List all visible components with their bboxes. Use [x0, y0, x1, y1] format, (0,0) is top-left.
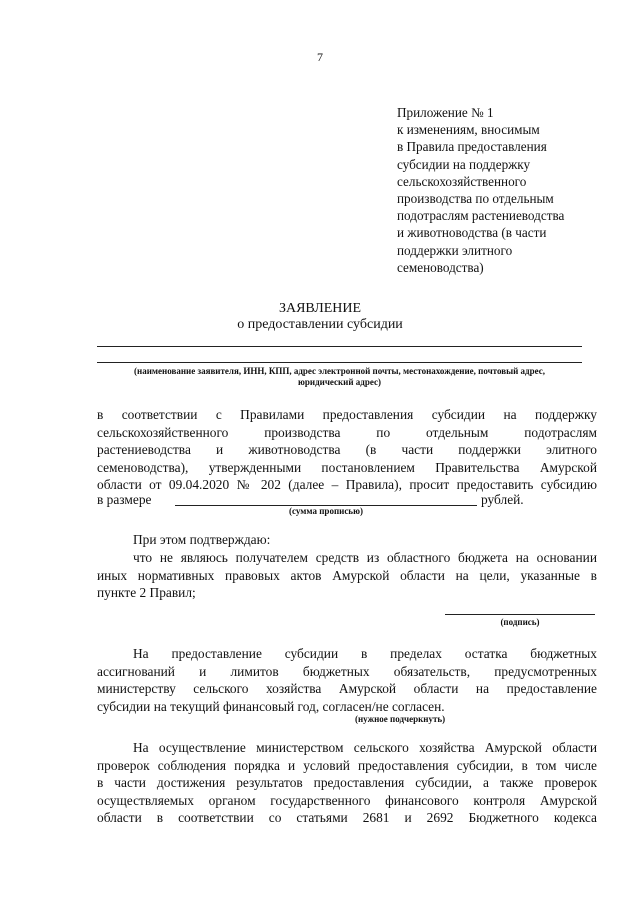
consent-paragraph: [97, 645, 597, 715]
appendix-line: Приложение № 1: [397, 105, 494, 120]
appendix-line: подотраслям растениеводства: [397, 208, 565, 224]
document-subtitle: о предоставлении субсидии: [237, 317, 403, 332]
paragraph-line: в соответствии с Правилами предоставления субсидии на поддержку: [97, 407, 597, 422]
applicant-caption: [97, 366, 582, 388]
applicant-line-2: [97, 362, 582, 363]
paragraph-line: области в соответствии со статьями 2681 и 2692 Бюджетного кодекса: [97, 810, 597, 826]
amount-prefix: в размере: [97, 492, 152, 507]
applicant-line-1: [97, 346, 582, 347]
paragraph-line: области от 09.04.2020 № 202 (далее – Правила), просит предоставить субсидию: [97, 477, 597, 493]
appendix-line: к изменениям, вносимым: [397, 122, 540, 138]
paragraph-line: семеноводства), утвержденными постановлением Правительства Амурской: [97, 459, 597, 475]
paragraph-line: иных нормативных правовых актов Амурской области на цели, указанные в: [97, 567, 597, 583]
document-title: ЗАЯВЛЕНИЕ: [278, 301, 362, 316]
applicant-caption-line: юридический адрес): [298, 377, 381, 387]
underline-caption: (нужное подчеркнуть): [355, 714, 446, 724]
paragraph-line: растениеводства и животноводства (в части поддержки элитного: [97, 442, 597, 458]
appendix-line: производства по отдельным: [397, 191, 554, 207]
amount-suffix: рублей.: [481, 492, 524, 507]
appendix-line: и животноводства (в части: [397, 225, 547, 241]
paragraph-line: пункте 2 Правил;: [97, 585, 196, 601]
paragraph-line: министерству сельского хозяйства Амурской области на предоставление: [97, 681, 597, 697]
page-number: 7: [317, 50, 323, 64]
appendix-line: в Правила предоставления: [397, 139, 547, 155]
appendix-line: поддержки элитного: [397, 242, 513, 258]
appendix-block: [397, 104, 597, 276]
appendix-line: субсидии на поддержку: [397, 156, 531, 172]
request-paragraph: [97, 406, 597, 494]
paragraph-line: осуществляемых органом государственного финансового контроля Амурской: [97, 792, 597, 808]
confirm-paragraph: [97, 549, 597, 602]
paragraph-line: ассигнований и лимитов бюджетных обязательств, предусмотренных: [97, 663, 597, 679]
paragraph-line: На осуществление министерством сельского хозяйства Амурской области: [133, 740, 597, 755]
inspection-paragraph: [97, 739, 597, 827]
appendix-line: семеноводства): [397, 259, 484, 275]
paragraph-line: На предоставление субсидии в пределах остатка бюджетных: [133, 646, 597, 661]
paragraph-line: проверок соблюдения порядка и условий предоставления субсидии, в том числе: [97, 757, 597, 773]
amount-caption: (сумма прописью): [289, 506, 363, 516]
paragraph-line: в части достижения результатов предоставления субсидии, а также проверок: [97, 775, 597, 791]
confirm-heading: При этом подтверждаю:: [133, 532, 271, 547]
paragraph-line: что не являюсь получателем средств из областного бюджета на основании: [133, 550, 597, 565]
appendix-line: сельскохозяйственного: [397, 173, 527, 189]
applicant-caption-line: (наименование заявителя, ИНН, КПП, адрес электронной почты, местонахождение, почтовый адрес,: [134, 366, 545, 376]
paragraph-line: субсидии на текущий финансовый год, согласен/не согласен.: [97, 698, 445, 714]
paragraph-line: сельскохозяйственного производства по отдельным подотраслям: [97, 424, 597, 440]
signature-field[interactable]: [445, 614, 595, 615]
signature-caption: (подпись): [500, 617, 540, 627]
